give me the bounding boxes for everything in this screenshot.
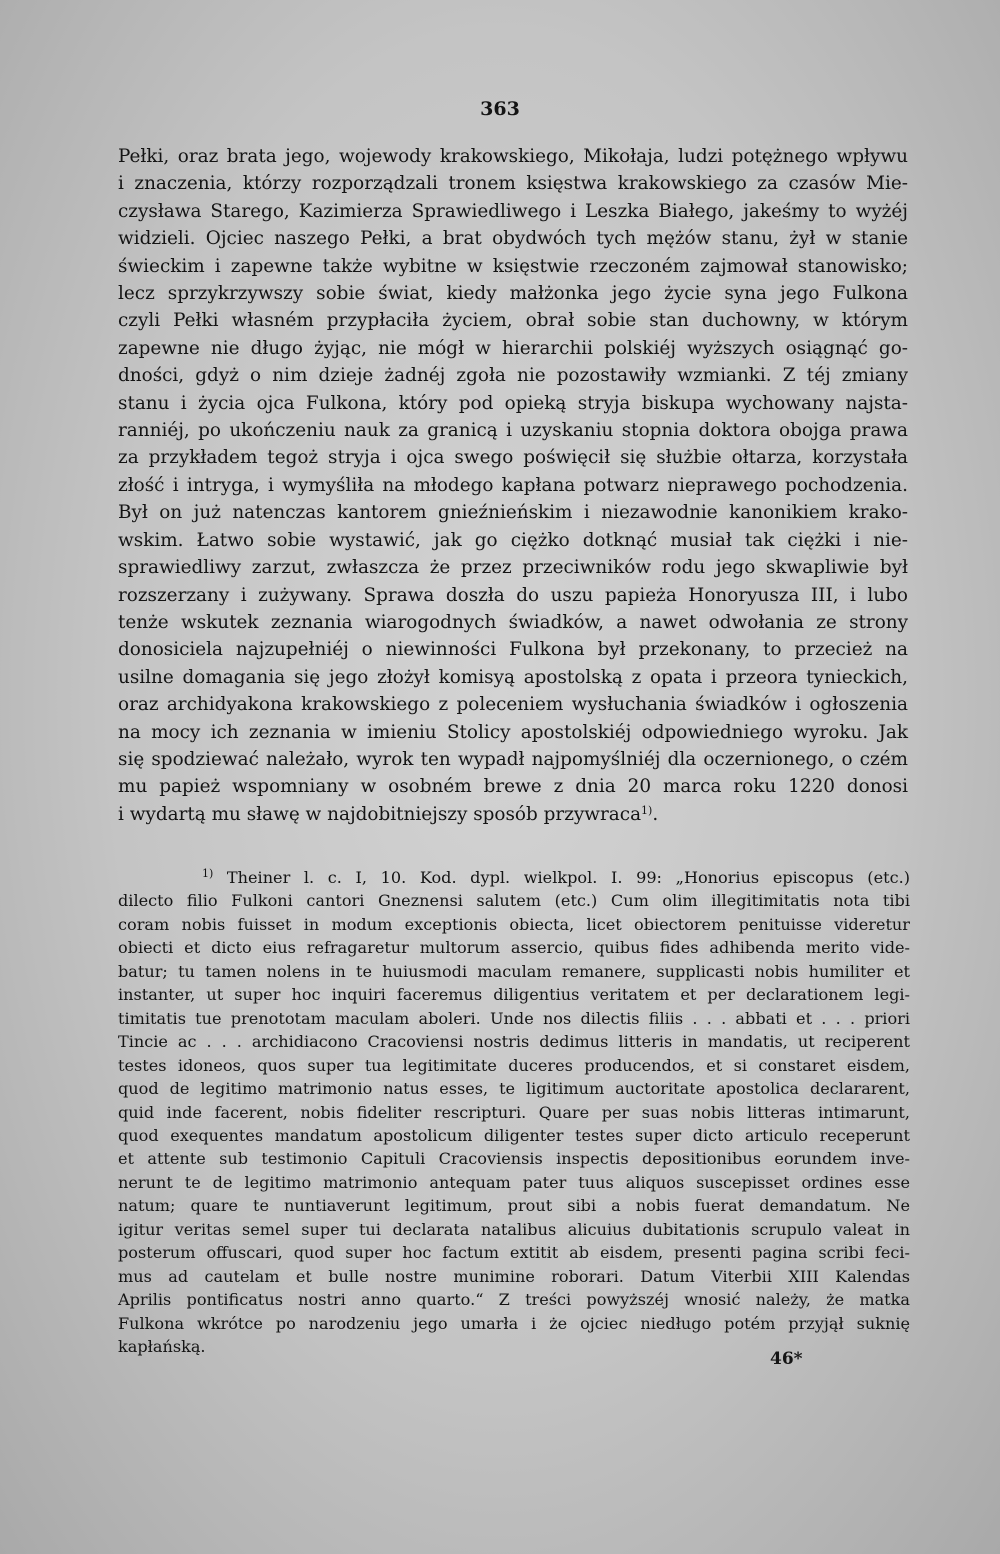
footnote-line xyxy=(118,913,910,936)
footnote-line-content: Theiner l. c. I, 10. Kod. dypl. wielkpol. I. 99: „Honorius episcopus (etc.) xyxy=(226,868,910,887)
text-line-content: donosiciela najzupełniéj o niewinności Fulkona był przekonany, to przecież na xyxy=(118,639,908,661)
footnote-line xyxy=(118,866,910,889)
text-line-content: mu papież wspomniany w osobném brewe z dnia 20 marca roku 1220 donosi xyxy=(118,776,908,798)
footnote-line xyxy=(118,1288,910,1311)
sentence-end: . xyxy=(652,803,659,825)
footnote-line-content: et attente sub testimonio Capituli Cracoviensis inspectis depositionibus eorundem inve- xyxy=(118,1149,910,1169)
text-line xyxy=(118,801,908,828)
footnote-line-content: quod de legitimo matrimonio natus esses, te ligitimum auctoritate apostolica declararent, xyxy=(118,1079,910,1099)
text-line xyxy=(118,636,908,663)
text-line-content: dności, gdyż o nim dzieje żadnéj zgoła nie pozostawiły wzmianki. Z téj zmiany xyxy=(118,365,908,387)
text-line-content: złość i intryga, i wymyśliła na młodego kapłana potwarz nieprawego pochodzenia. xyxy=(118,474,908,496)
text-line xyxy=(118,362,908,389)
footnote-line xyxy=(118,936,910,959)
text-line-content: usilne domagania się jego złożył komisyą apostolską z opata i przeora tynieckich, xyxy=(118,666,908,688)
text-line xyxy=(118,527,908,554)
footnote-line-content: testes idoneos, quos super tua legitimitate duceres producendos, et si constaret eisdem, xyxy=(118,1055,910,1075)
text-line-content: i wydartą mu sławę w najdobitniejszy sposób przywraca xyxy=(118,803,642,825)
text-line xyxy=(118,664,908,691)
text-line-content: świeckim i zapewne także wybitne w księstwie rzeczoném zajmował stanowisko; xyxy=(118,255,908,277)
text-line-content: widzieli. Ojciec naszego Pełki, a brat obydwóch tych mężów stanu, żył w stanie xyxy=(118,228,908,250)
footnote-line xyxy=(118,1007,910,1030)
footnote-line-content: Fulkona wkrótce po narodzeniu jego umarła i że ojciec niedługo potém przyjął suknię xyxy=(118,1313,910,1333)
text-line xyxy=(118,472,908,499)
text-line xyxy=(118,335,908,362)
footnote-line xyxy=(118,1147,910,1170)
text-line xyxy=(118,719,908,746)
text-line-content: czyli Pełki własném przypłaciła życiem, obrał sobie stan duchowny, w którym xyxy=(118,310,908,332)
text-line-content: na mocy ich zeznania w imieniu Stolicy apostolskiéj odpowiedniego wyroku. Jak xyxy=(118,721,908,743)
footnote-line-content: posterum offuscari, quod super hoc factum extitit ab eisdem, presenti pagina scribi feci- xyxy=(118,1243,910,1263)
text-line-content: oraz archidyakona krakowskiego z poleceniem wysłuchania świadków i ogłoszenia xyxy=(118,694,908,716)
text-line xyxy=(118,225,908,252)
text-line-content: stanu i życia ojca Fulkona, który pod opieką stryja biskupa wychowany najsta- xyxy=(118,392,908,414)
footnote-line xyxy=(118,1241,910,1264)
text-line-content: rozszerzany i zużywany. Sprawa doszła do uszu papieża Honoryusza III, i lubo xyxy=(118,584,908,606)
text-line xyxy=(118,773,908,800)
footnote-line-content: mus ad cautelam et bulle nostre munimine roborari. Datum Viterbii XIII Kalendas xyxy=(118,1266,910,1286)
footnote-line-content: batur; tu tamen nolens in te huiusmodi maculam remanere, supplicasti nobis humiliter et xyxy=(118,961,910,981)
text-line xyxy=(118,499,908,526)
footnote-reference: 1) xyxy=(641,803,653,817)
text-line xyxy=(118,746,908,773)
main-text-block xyxy=(118,143,908,828)
footnote-line xyxy=(118,960,910,983)
footnote-line-content: nerunt te de legitimo matrimonio antequam pater tuus aliquos suscepisset ordines esse xyxy=(118,1172,910,1192)
text-line xyxy=(118,390,908,417)
footnote-line xyxy=(118,889,910,912)
footnote-line xyxy=(118,1194,910,1217)
footnote-line-content: Aprilis pontificatus nostri anno quarto.“ Z treści powyższéj wnosić należy, że matka xyxy=(118,1290,910,1310)
text-line-content: tenże wskutek zeznania wiarogodnych świadków, a nawet odwołania ze strony xyxy=(118,611,908,633)
footnote-line xyxy=(118,1101,910,1124)
footnote-line-content: igitur veritas semel super tui declarata natalibus alicuius dubitationis scrupulo valeat in xyxy=(118,1219,910,1239)
footnote-line-content: natum; quare te nuntiaverunt legitimum, prout sibi a nobis fuerat demandatum. Ne xyxy=(118,1196,910,1216)
footnote-line xyxy=(118,1218,910,1241)
footnote-line-content: kapłańską. xyxy=(118,1337,206,1357)
signature-mark: 46* xyxy=(770,1349,803,1369)
text-line xyxy=(118,170,908,197)
text-line xyxy=(118,253,908,280)
text-line-content: i znaczenia, którzy rozporządzali tronem księstwa krakowskiego za czasów Mie- xyxy=(118,173,908,195)
footnote-block xyxy=(118,866,910,1359)
text-line-content: czysława Starego, Kazimierza Sprawiedliwego i Leszka Białego, jakeśmy to wyżéj xyxy=(118,200,908,222)
footnote-line-content: instanter, ut super hoc inquiri faceremus diligentius veritatem et per declarationem legi- xyxy=(118,985,910,1005)
text-line-content: ranniéj, po ukończeniu nauk za granicą i uzyskaniu stopnia doktora obojga prawa xyxy=(118,420,908,442)
page-number: 363 xyxy=(480,98,520,120)
footnote-line xyxy=(118,1054,910,1077)
text-line xyxy=(118,198,908,225)
text-line-content: Pełki, oraz brata jego, wojewody krakowskiego, Mikołaja, ludzi potężnego wpływu xyxy=(118,146,908,167)
footnote-line-content: coram nobis fuisset in modum exceptionis obiecta, licet obiectorem penituisse videretur xyxy=(118,914,910,934)
footnote-line xyxy=(118,1312,910,1335)
footnote-line xyxy=(118,1171,910,1194)
footnote-line-content: Tincie ac . . . archidiacono Cracoviensi nostris dedimus litteris in mandatis, ut reciperent xyxy=(118,1032,910,1052)
text-line xyxy=(118,582,908,609)
text-line-content: wskim. Łatwo sobie wystawić, jak go ciężko dotknąć musiał tak ciężki i nie- xyxy=(118,529,908,551)
text-line xyxy=(118,417,908,444)
text-line xyxy=(118,280,908,307)
text-line-content: Był on już natenczas kantorem gnieźnieńskim i niezawodnie kanonikiem krako- xyxy=(118,502,908,524)
text-line-content: lecz sprzykrzywszy sobie świat, kiedy małżonka jego życie syna jego Fulkona xyxy=(118,283,908,305)
footnote-line xyxy=(118,983,910,1006)
footnote-line-content: quod exequentes mandatum apostolicum diligenter testes super dicto articulo receperunt xyxy=(118,1125,910,1145)
footnote-line-content: timitatis tue prenototam maculam aboleri. Unde nos dilectis filiis . . . abbati et . . . priori xyxy=(118,1008,910,1028)
footnote-line xyxy=(118,1077,910,1100)
footnote-line-content: obiecti et dicto eius refragaretur multorum assercio, quibus fides adhibenda merito vide- xyxy=(118,938,910,958)
text-line xyxy=(118,143,908,170)
text-line xyxy=(118,691,908,718)
footnote-line-content: dilecto filio Fulkoni cantori Gneznensi salutem (etc.) Cum olim illegitimitatis nota tibi xyxy=(118,891,910,911)
text-line xyxy=(118,554,908,581)
text-line-content: sprawiedliwy zarzut, zwłaszcza że przez przeciwników rodu jego skwapliwie był xyxy=(118,557,908,579)
text-line-content: zapewne nie długo żyjąc, nie mógł w hierarchii polskiéj wyższych osiągnąć go- xyxy=(118,337,908,359)
footnote-line xyxy=(118,1124,910,1147)
footnote-line-content: quid inde facerent, nobis fideliter rescripturi. Quare per suas nobis litteras intimarunt, xyxy=(118,1102,910,1122)
footnote-line xyxy=(118,1265,910,1288)
text-line-content: się spodziewać należało, wyrok ten wypadł najpomyślniéj dla oczernionego, o czém xyxy=(118,748,908,770)
footnote-marker: 1) xyxy=(202,867,214,880)
text-line xyxy=(118,444,908,471)
text-line xyxy=(118,609,908,636)
text-line xyxy=(118,307,908,334)
text-line-content: za przykładem tegoż stryja i ojca swego poświęcił się służbie ołtarza, korzystała xyxy=(118,447,908,469)
footnote-line xyxy=(118,1030,910,1053)
